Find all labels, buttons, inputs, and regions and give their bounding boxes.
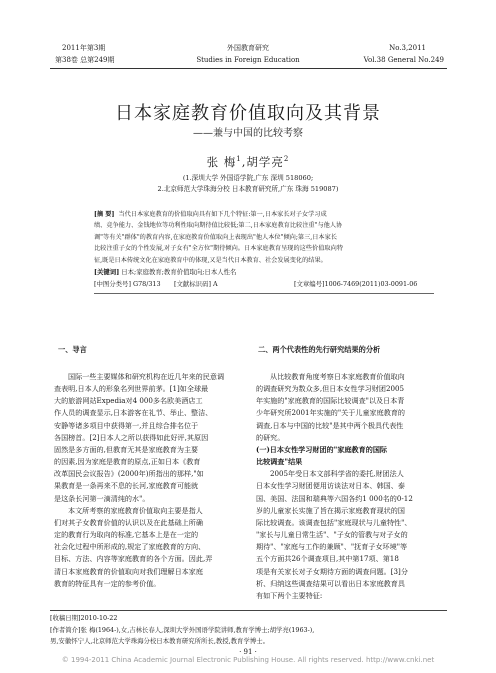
header-journal-en: Studies in Foreign Education [196,56,300,64]
article-title: 日本家庭教育价值取向及其背景 [115,103,381,124]
paragraph: 国际一些主要媒体和研究机构在近几年来的民意调 查表明,日本人的形象名列世界前茅。[1]如全球最 大的旅游网站Expedia对4 000多名欧美酒店工 作人员的调查显示,日本游客在礼节、举止、整洁、 安静等诸多项目中获得第一,并且综合排名位于 各国榜首。[2]日本人之所以获得如此好评,其原因 固然是多方面的,但教育无其是家庭教育为主要 的因素,因为家庭是教育的原点,正如日本《教育 改革国民会议报告》(2000年)所指出的那样,"如 果教育是一条再来不息的长河,家庭教育可能就 是这条长河第一滴清纯的水"。 [54,372,225,503]
paragraph: 从比较教育角度考察日本家庭教育价值取向 的调查研究为数众多,但日本女性学习财团2005 年实施的"家庭教育的国际比较调查"以及日本青 少年研究所2001年实施的"关于儿童家庭教育的 调查,日本与中国的比较"是其中两个极具代表性 的研究。 [256,372,406,442]
footnote-rule [50,610,447,611]
author-bio-line-2: 男,安徽怀宁人,北京师范大学珠海分校日本教育研究所所长,教授,教育学博士。 [50,637,270,645]
header-journal-cn: 外国教育研究 [227,44,269,52]
paragraph: 2005年受日本文部科学省的委托,财团法人 日本女性学习财团便用访谈法对日本、韩国、泰 国、美国、法国和瑞典等六国各约1 000名的0-12 岁的儿童家长实施了旨在揭示家庭教育现状的国 际比较调查。该调查包括"家庭现状与儿童特性"、 "家长与儿童日常生活"、"子女的管教与对子女的 期待"、"家庭与工作的兼顾"、"抚育子女环境"等 五个方面共26个调查项目,其中第17项、第18 项是有关家长对子女期待方面的调查问题。[3]分 析、归纳这些调查结果可以看出日本家庭教育具 有如下两个主要特征: [256,469,413,600]
left-column [54,371,234,590]
clc-number: [中图分类号] G78/313 [94,280,161,288]
received-date: [收稿日期]2010-10-22 [50,614,118,622]
author-1: 张 梅 [206,155,237,169]
copyright-footer: © 1994-2011 China Academic Journal Electronic Publishing House. All rights reserved. http://www.cnki.net [61,656,435,664]
author-1-affil-mark: 1 [236,155,242,164]
abstract [94,209,434,266]
header-issue: 2011年第3期 [62,44,106,52]
abstract-line: 比较注重子女的个性发展,对子女有"全方位"期待倾向。日本家庭教育呈现的这些价值取向特 [94,245,343,253]
header-volume-en: Vol.38 General No.249 [363,56,444,64]
abstract-rule [94,293,434,294]
abstract-line: 征,既是日本传统文化在家庭教育中的体现,又是当代日本教育、社会发展变化的结果。 [94,256,327,264]
article-subtitle: ——兼与中国的比较考察 [193,128,303,139]
classification-row [94,279,434,289]
author-line [0,154,496,170]
document-code: [文献标识码] A [174,280,218,288]
right-column [256,371,438,602]
header-number: No.3,2011 [389,44,426,52]
footnote [50,613,450,648]
header-rule [50,68,447,69]
keywords-text: 日本;家庭教育;教育价值取向;日本人性名 [121,268,237,276]
section-heading-prior-research: 二、两个代表性的先行研究结果的分析 [258,345,381,354]
author-2-affil-mark: 2 [283,155,290,164]
affiliation-2: 2.北京师范大学珠海分校 日本教育研究所,广东 珠海 519087) [157,185,339,193]
abstract-label: [摘 要] [94,211,115,218]
subsection-heading: (一)日本女性学习财团的"家庭教育的国际 比较调查"结果 [256,444,388,467]
author-2: 胡学亮 [246,155,284,169]
author-separator: , [241,155,247,169]
keywords [94,267,236,277]
abstract-line: 调"等有关"群体"的教育内容,在家庭教育价值取向上表现出"他人本位"倾向;第三,日本家长 [94,233,337,241]
header-volume: 第38卷 总第249期 [55,56,115,64]
abstract-line: 绩、竞争能力、金钱地位等功利性取向期待值比较低;第二,日本家庭教育比较注重"与他人协 [94,222,343,230]
article-number: [文章编号]1006-7469(2011)03-0091-06 [294,280,418,288]
paragraph: 本文所考察的家庭教育价值取向主要是指人 们对其子女教育价值的认识以及在此基础上所确 定的教育行为取向的标准,它基本上是在一定的 社会化过程中所形成的,规定了家庭教育的方向、 目标、方法、内容等家庭教育的各个方面。因此,弄 清日本家庭教育的价值取向对我们理解日本家庭 教育的特征具有一定的参考价值。 [54,505,213,588]
author-bio-line-1: [作者简介]张 梅(1964-),女,吉林长春人,深圳大学外国语学院讲师,教育学博士;胡学亮(1963-), [50,625,315,634]
abstract-line: [摘 要] 当代日本家庭教育的价值取向具有如下几个特征:第一,日本家长对子女学习成 [94,211,327,218]
affiliation-1: (1.深圳大学 外国语学院,广东 深圳 518060; [182,174,314,182]
section-heading-intro: 一、导言 [58,345,87,354]
keywords-label: [关键词] [94,268,120,276]
page-number: · 91 · [239,648,257,656]
